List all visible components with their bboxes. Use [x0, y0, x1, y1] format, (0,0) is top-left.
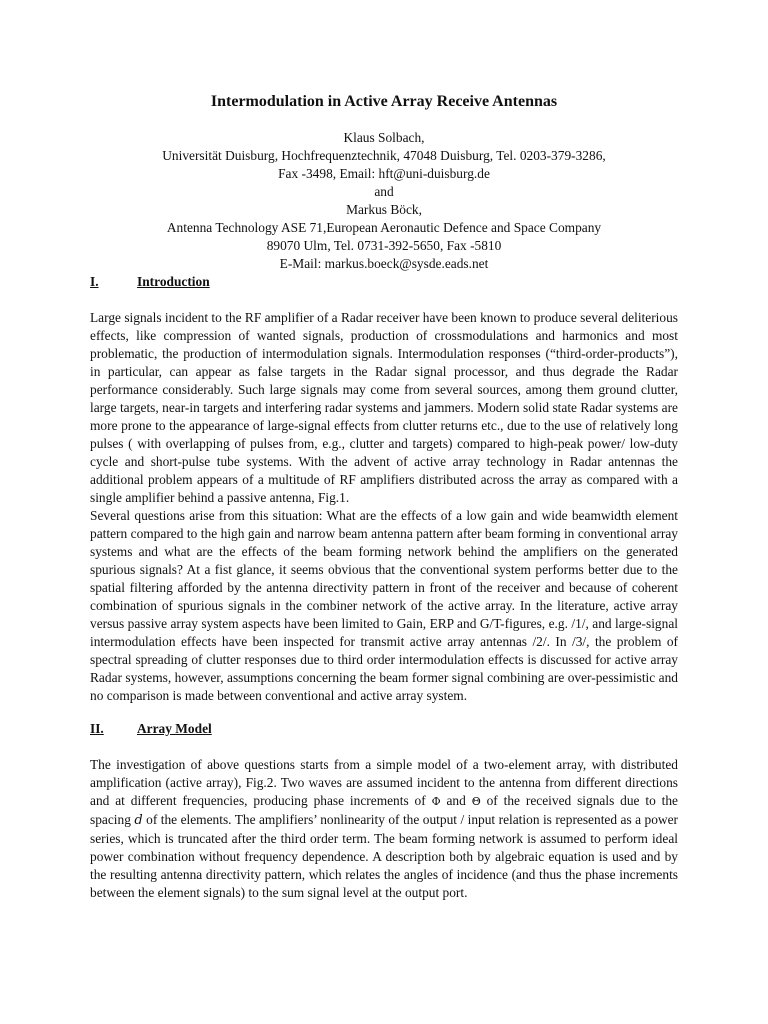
author-line: Universität Duisburg, Hochfrequenztechnik, 47048 Duisburg, Tel. 0203-379-3286, [162, 148, 606, 163]
author-block [90, 129, 678, 273]
section-number: I. [90, 274, 99, 289]
paragraph-text: and [440, 793, 472, 808]
author-line: Antenna Technology ASE 71,European Aeronautic Defence and Space Company [166, 220, 602, 235]
paragraph-text: The investigation of above questions starts from a simple model of a two-element array, with distributed amplification (active array), Fig.2. Two waves are assumed incident to the antenna from different directions and at different frequencies, producing phase increments of [90, 757, 678, 808]
spacing-variable: d [134, 813, 143, 828]
paragraph-text: of the elements. The amplifiers’ nonlinearity of the output / input relation is represented as a power series, which is truncated after the third order term. The beam forming network is assumed to perform ideal power combination without frequency dependence. A description both by algebraic equation is used and by the resulting antenna directivity pattern, which relates the angles of incidence (and thus the phase increments between the element signals) to the sum signal level at the output port. [90, 812, 678, 900]
intro-paragraph-2: Several questions arise from this situation: What are the effects of a low gain and wide beamwidth element pattern compared to the high gain and narrow beam antenna pattern after beam forming in conventional array systems and what are the effects of the beam forming network behind the amplifiers on the generated spurious signals? At a fist glance, it seems obvious that the conventional system performs better due to the spatial filtering afforded by the antenna directivity pattern in front of the receiver and because of coherent combination of spurious signals in the combiner network of the active array. In the literature, active array versus passive array system aspects have been limited to Gain, ERP and G/T-figures, e.g. /1/, and large-signal intermodulation effects have been inspected for transmit active array antennas /2/. In /3/, the problem of spectral spreading of clutter responses due to third order intermodulation effects is discussed for active array Radar systems, however, assumptions concerning the beam former signal combining are over-pessimistic and no comparison is made between conventional and active array system. [90, 508, 678, 703]
section-number: II. [90, 721, 104, 736]
theta-symbol: Θ [471, 795, 481, 808]
section-title: Introduction [137, 274, 210, 289]
section-title: Array Model [137, 721, 212, 736]
paragraph-text: of the received signals due to the spacing [90, 793, 679, 827]
author-line: and [374, 184, 394, 199]
section-heading-array-model [90, 720, 678, 738]
phi-symbol: Φ [431, 795, 441, 808]
intro-paragraph-1: Large signals incident to the RF amplifier of a Radar receiver have been known to produce several deliterious effects, like compression of wanted signals, production of crossmodulations and harmonics and most problematic, the production of intermodulation signals. Intermodulation responses (“third-order-products”), in particular, can appear as false targets in the Radar signal processor, and thus degrade the Radar performance considerably. Such large signals may come from several sources, among them ground clutter, large targets, near-in targets and interfering radar systems and jammers. Modern solid state Radar systems are more prone to the appearance of large-signal effects from clutter returns etc., due to the use of relatively long pulses ( with overlapping of pulses from, e.g., clutter and targets) compared to high-peak power/ low-duty cycle and short-pulse tube systems. With the advent of active array technology in Radar antennas the additional problem appears of a multitude of RF amplifiers distributed across the array as compared with a single amplifier behind a passive antenna, Fig.1. [90, 310, 678, 505]
author-line: Klaus Solbach, [343, 130, 425, 145]
author-line: E-Mail: markus.boeck@sysde.eads.net [279, 256, 489, 271]
author-line: 89070 Ulm, Tel. 0731-392-5650, Fax -5810 [266, 238, 502, 253]
array-model-paragraph [90, 756, 678, 902]
author-line: Markus Böck, [346, 202, 422, 217]
section-heading-introduction [90, 273, 678, 291]
paper-title: Intermodulation in Active Array Receive Antennas [210, 93, 558, 110]
author-line: Fax -3498, Email: hft@uni-duisburg.de [278, 166, 490, 181]
